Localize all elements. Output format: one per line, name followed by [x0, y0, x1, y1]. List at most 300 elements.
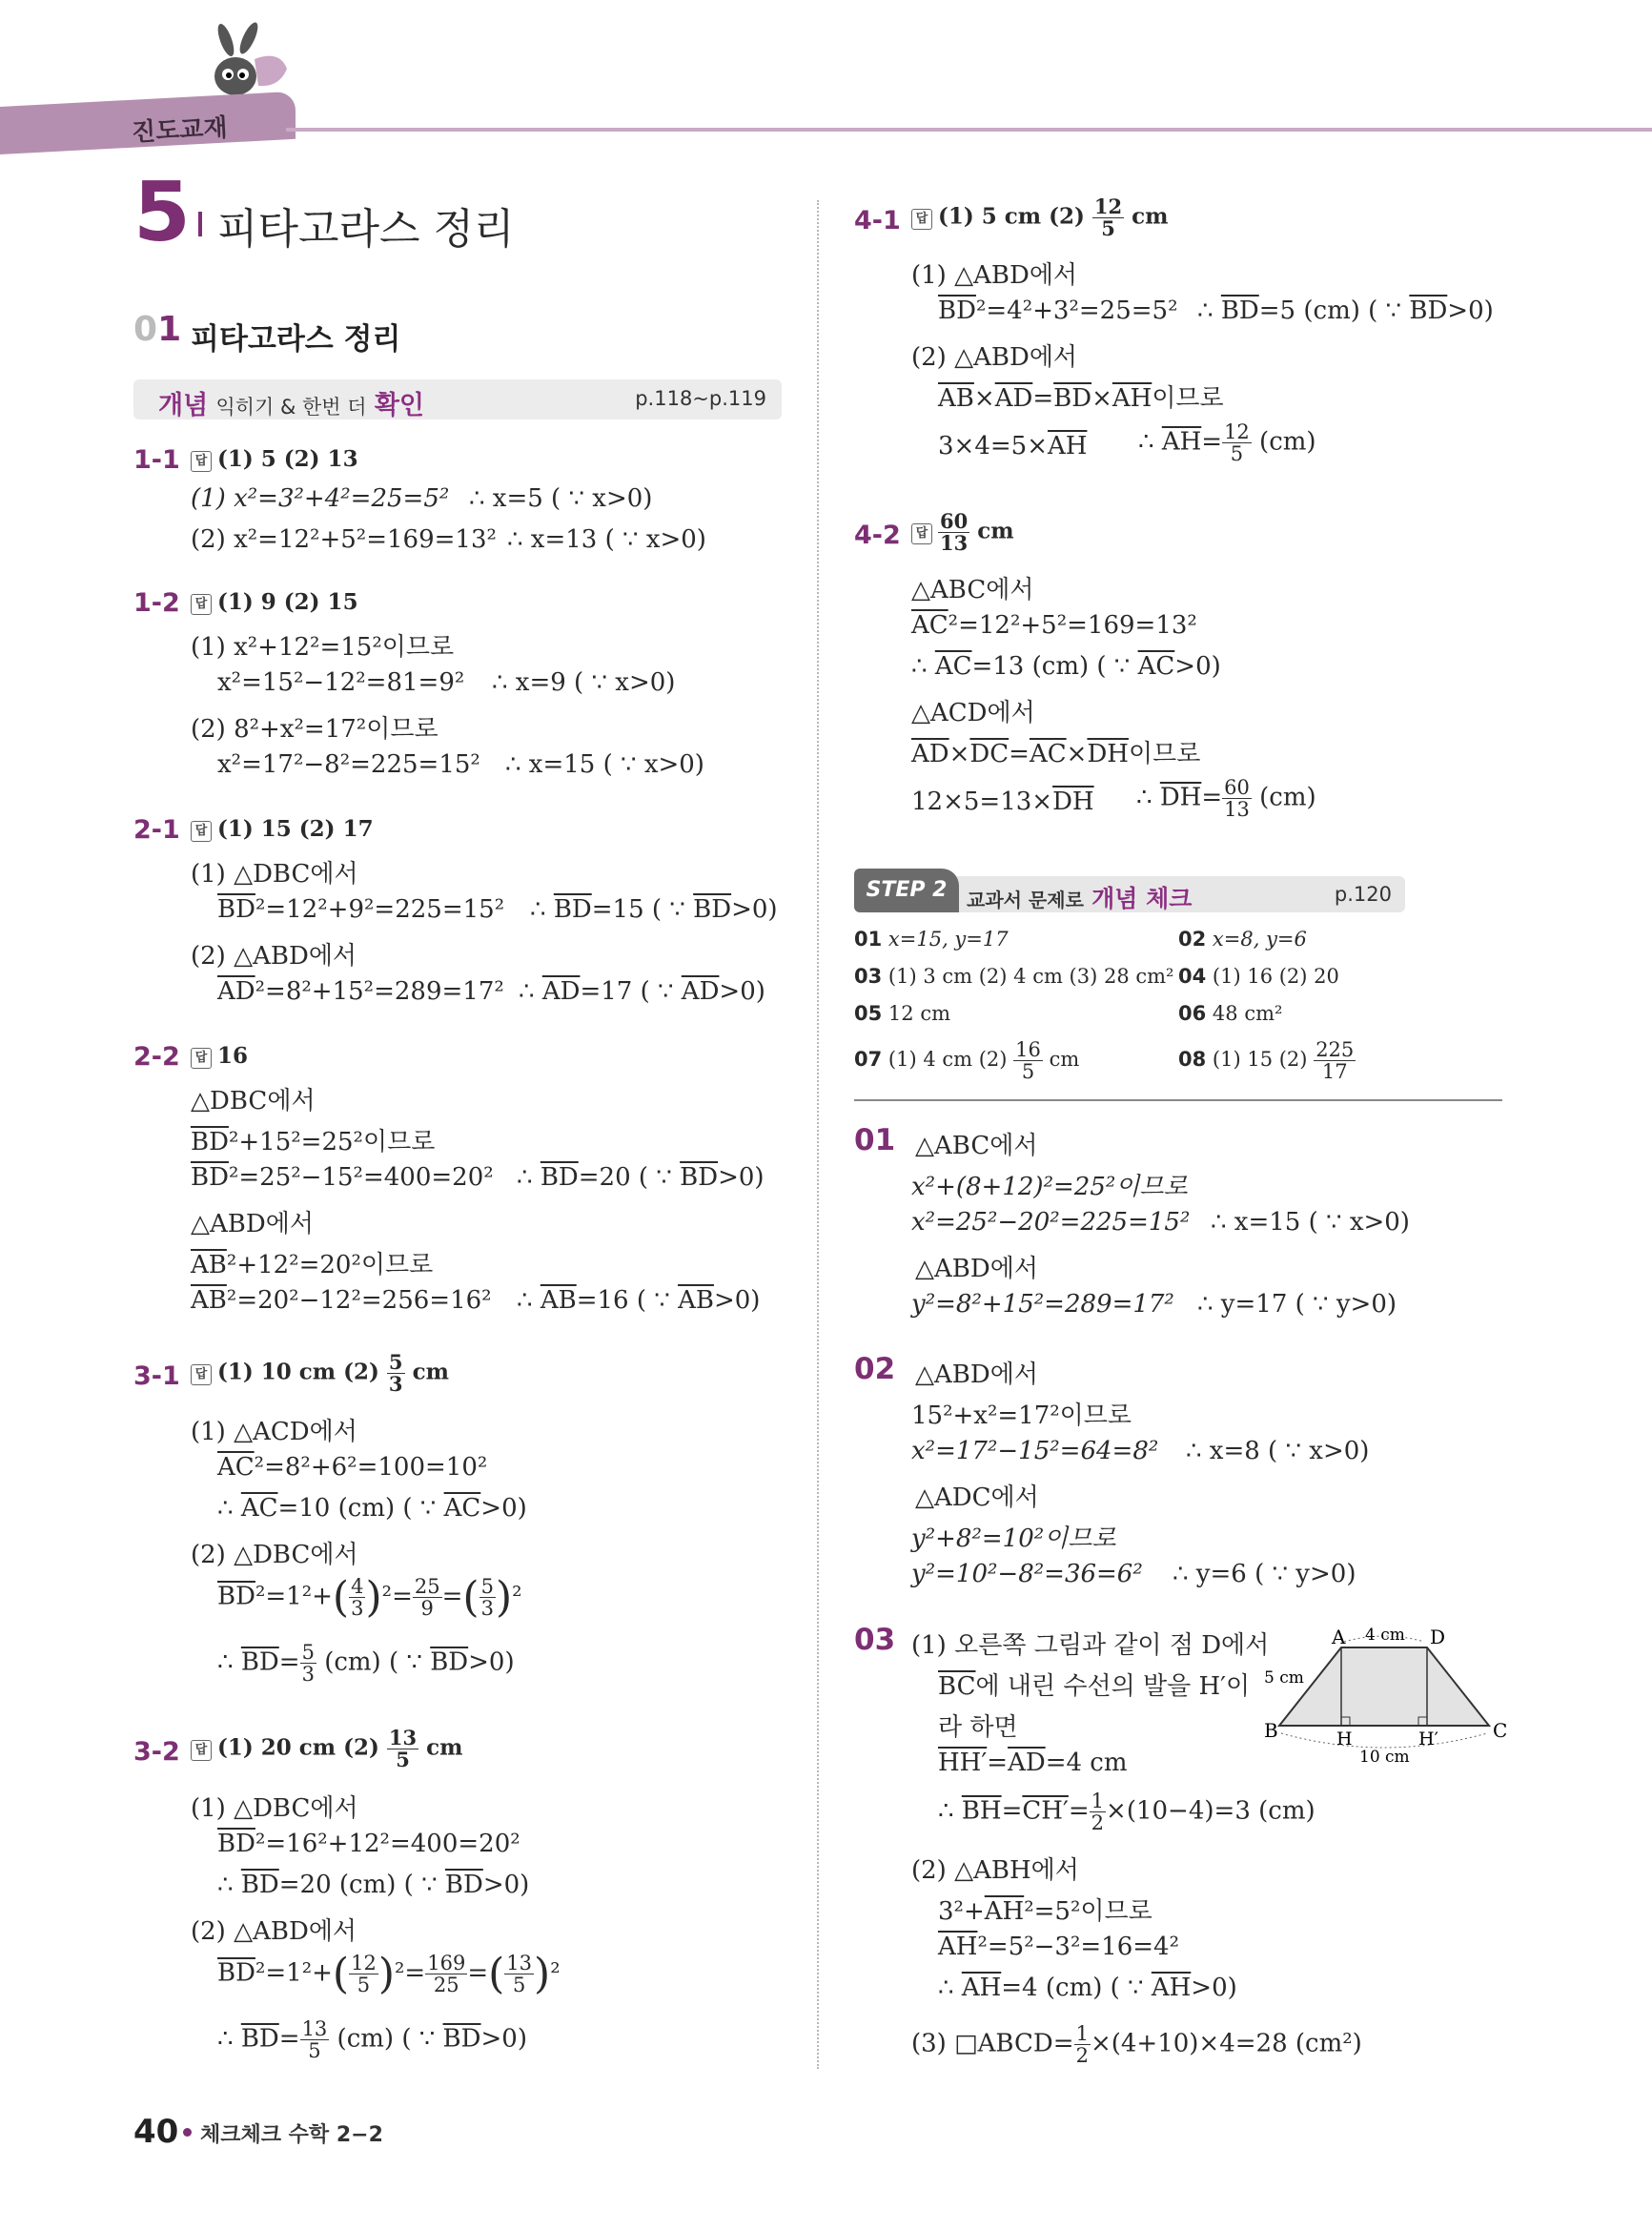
- expr: ²: [550, 1958, 561, 1988]
- expr: >0): [480, 1494, 527, 1523]
- section-number-zero: 0: [133, 310, 158, 349]
- segment: $\overline{BD}$: [191, 1128, 229, 1156]
- solution-line: [911, 788, 1094, 816]
- fraction: [1314, 1039, 1356, 1082]
- answer-text: 16: [217, 1043, 249, 1069]
- segment: $\overline{AD}$: [681, 977, 720, 1006]
- quick-answer-text: (1) 16 (2) 20: [1212, 965, 1339, 988]
- solution-line-conclusion: ∴ x=15 ( ∵ x>0): [505, 750, 704, 779]
- fraction: [1013, 1039, 1043, 1082]
- numerator: 60: [1224, 776, 1250, 799]
- solution-line: (2) x²=12²+5²=169=13²: [191, 525, 497, 554]
- numerator: 25: [414, 1574, 440, 1598]
- expr: ∴: [938, 1974, 962, 2002]
- solution-line-conclusion: [1197, 297, 1494, 325]
- solution-line: x²+(8+12)²=25²이므로: [911, 1173, 1188, 1201]
- numerator: 1: [1075, 2022, 1089, 2045]
- concept-bar-t3: 확인: [374, 391, 424, 420]
- fraction: [387, 1352, 405, 1395]
- solution-line: x²=25²−20²=225=15²: [911, 1208, 1191, 1237]
- solution-line: [938, 378, 1224, 414]
- answer: [191, 1728, 463, 1770]
- answer-icon: 답: [191, 1364, 212, 1385]
- segment: $\overline{DC}$: [969, 740, 1010, 768]
- expr: >0): [1174, 652, 1221, 681]
- numerator: 4: [351, 1574, 364, 1598]
- numerator: 5: [480, 1574, 494, 1598]
- fraction: [413, 1576, 442, 1619]
- expr: ×: [1066, 740, 1088, 768]
- numerator: 13: [506, 1951, 533, 1974]
- numerator: 12: [1224, 420, 1250, 443]
- quick-answer-04: [1178, 965, 1339, 988]
- numerator: 1: [1091, 1790, 1105, 1812]
- answer-icon: 답: [191, 451, 212, 472]
- chapter-divider: [198, 212, 202, 236]
- segment: $\overline{BD}$: [240, 1647, 279, 1677]
- solution-line: (2) △ABD에서: [191, 1917, 357, 1946]
- solution-line: x²=17²−15²=64=8²: [911, 1437, 1159, 1465]
- solution-line: y²+8²=10²이므로: [911, 1524, 1116, 1553]
- segment: $\overline{AD}$: [1008, 1749, 1046, 1777]
- fraction: [1074, 2023, 1091, 2066]
- segment: $\overline{AB}$: [938, 384, 974, 413]
- label-d: D: [1430, 1626, 1446, 1648]
- solution-line: [191, 1163, 494, 1192]
- header-label: 진도교재: [131, 113, 229, 148]
- solution-line: y²=10²−8²=36=6²: [911, 1560, 1143, 1588]
- segment: $\overline{AC}$: [443, 1494, 481, 1523]
- expr: ²=12²+9²=225=15²: [255, 895, 505, 924]
- bottom-dimension-arc: [1281, 1733, 1487, 1748]
- expr: =4 (cm) ( ∵: [1001, 1974, 1152, 2002]
- solution-line: (2) △ABD에서: [191, 942, 357, 971]
- step2-tag: STEP 2: [854, 869, 959, 912]
- segment: $\overline{BD}$: [540, 1163, 579, 1192]
- quick-answer-number: 03: [854, 965, 883, 988]
- expr: ×: [1091, 384, 1112, 413]
- fraction: [300, 2018, 330, 2061]
- label-h: H: [1336, 1729, 1353, 1749]
- expr: 12×5=13×: [911, 788, 1053, 816]
- trapezoid-figure: [1264, 1621, 1508, 1773]
- page-number: 40: [133, 2113, 179, 2151]
- solution-line: [217, 1642, 515, 1685]
- solution-line: [938, 1892, 1152, 1927]
- segment: $\overline{AD}$: [994, 384, 1033, 413]
- expr: >0): [468, 1647, 515, 1677]
- expr: ∴: [530, 895, 554, 924]
- segment: CH′: [1022, 1796, 1069, 1826]
- solution-line: (2) △DBC에서: [191, 1541, 358, 1569]
- expr: =: [1201, 427, 1223, 457]
- solution-line-conclusion: ∴ y=6 ( ∵ y>0): [1173, 1560, 1356, 1588]
- expr: ²=16²+12²=400=20²: [255, 1830, 520, 1858]
- quick-answer-text: (1) 15 (2): [1212, 1048, 1308, 1072]
- segment: $\overline{BD}$: [217, 895, 255, 924]
- problem-number: 1-1: [133, 445, 180, 475]
- expr: 3²+: [938, 1897, 985, 1926]
- answer: [191, 816, 374, 842]
- denominator: 5: [308, 2039, 321, 2063]
- expr: ²+12²=20²이므로: [226, 1251, 434, 1279]
- solution-line-conclusion: [530, 895, 778, 924]
- solution-line-conclusion: ∴ y=17 ( ∵ y>0): [1197, 1290, 1397, 1319]
- solution-line-conclusion: ∴ x=9 ( ∵ x>0): [492, 668, 676, 697]
- solution-line: [217, 895, 504, 924]
- concept-bar-pages: p.118~p.119: [635, 387, 766, 410]
- quick-answer-06: [1178, 1002, 1282, 1025]
- concept-bar: [133, 379, 782, 419]
- book-title: 체크체크 수학 2−2: [200, 2123, 383, 2147]
- problem-number: 02: [854, 1352, 896, 1386]
- expr: ²+15²=25²이므로: [228, 1128, 436, 1156]
- expr: =10 (cm) ( ∵: [277, 1494, 444, 1523]
- denominator: 2: [1075, 2044, 1089, 2068]
- problem-number: 01: [854, 1123, 896, 1157]
- fraction: [349, 1953, 378, 1995]
- segment: $\overline{AH}$: [1047, 432, 1088, 460]
- fraction: [387, 1728, 418, 1770]
- expr: >0): [713, 1286, 761, 1315]
- step2-page: p.120: [1334, 883, 1392, 906]
- solution-line: [911, 652, 1221, 681]
- segment: $\overline{BH}$: [961, 1796, 1002, 1826]
- expr: >0): [1191, 1974, 1237, 2002]
- expr: ∴: [938, 1796, 962, 1826]
- column-divider: [817, 200, 819, 2069]
- segment: $\overline{AB}$: [540, 1286, 577, 1315]
- numerator: 12: [351, 1951, 377, 1974]
- segment: $\overline{AC}$: [1137, 652, 1175, 681]
- label-bottom-length: 10 cm: [1359, 1748, 1410, 1767]
- expr: ²=12²+5²=169=13²: [948, 611, 1197, 640]
- solution-line: △ABD에서: [915, 1255, 1038, 1283]
- concept-bar-t1: 개념: [158, 391, 209, 420]
- expr: ∴: [1138, 427, 1162, 457]
- quick-answer-05: [854, 1002, 950, 1025]
- solution-line: [911, 734, 1200, 769]
- segment: $\overline{AC}$: [1029, 740, 1067, 768]
- expr: ×(10−4)=3 (cm): [1106, 1796, 1315, 1826]
- solution-line: 라 하면: [938, 1713, 1018, 1742]
- denominator: 25: [433, 1974, 459, 1996]
- expr: ²=1²+: [255, 1582, 333, 1611]
- fraction: [1222, 421, 1252, 464]
- expr: ∴: [517, 1286, 540, 1315]
- quick-answer-01: [854, 928, 1009, 951]
- solution-line: △ABC에서: [911, 576, 1034, 604]
- expr: =: [987, 1749, 1009, 1777]
- solution-line: [191, 1245, 433, 1280]
- label-h-prime: H′: [1418, 1729, 1438, 1749]
- answer-unit: cm: [426, 1734, 463, 1761]
- segment: $\overline{BD}$: [1053, 384, 1092, 413]
- expr: >0): [480, 2024, 527, 2054]
- segment: $\overline{BD}$: [444, 1871, 483, 1899]
- problem-number: 4-1: [854, 206, 901, 235]
- quick-answer-03: [854, 965, 1173, 988]
- segment: $\overline{AC}$: [911, 611, 948, 640]
- section-title: 피타고라스 정리: [191, 322, 401, 357]
- segment: $\overline{AH}$: [1161, 427, 1202, 457]
- denominator: 5: [1230, 442, 1244, 466]
- problem-number: 3-1: [133, 1361, 180, 1391]
- expr: >0): [482, 1871, 530, 1899]
- solution-line: [938, 297, 1178, 325]
- segment: $\overline{AD}$: [911, 740, 949, 768]
- trapezoid-shape: [1279, 1647, 1489, 1726]
- expr: >0): [718, 1163, 765, 1192]
- numerator: 225: [1315, 1038, 1355, 1061]
- solution-line: x²=17²−8²=225=15²: [217, 750, 480, 779]
- solution-line: x²=15²−12²=81=9²: [217, 668, 465, 697]
- solution-line-conclusion: [1136, 777, 1316, 820]
- segment: $\overline{BD}$: [430, 1647, 469, 1677]
- expr: =: [1068, 1796, 1090, 1826]
- solution-line: [938, 1749, 1128, 1777]
- expr: ²=8²+15²=289=17²: [255, 977, 504, 1006]
- label-top-length: 4 cm: [1365, 1626, 1405, 1645]
- answer-text: (1) 20 cm (2): [217, 1734, 379, 1761]
- solution-line: [217, 1830, 520, 1858]
- solution-line: [217, 1494, 527, 1523]
- solution-line: △ABD에서: [191, 1210, 314, 1238]
- fraction: [425, 1953, 467, 1995]
- segment: $\overline{BD}$: [191, 1163, 229, 1192]
- expr: =: [441, 1582, 463, 1611]
- segment: $\overline{AD}$: [541, 977, 581, 1006]
- expr: =13 (cm) ( ∵: [971, 652, 1138, 681]
- solution-line: y²=8²+15²=289=17²: [911, 1290, 1174, 1319]
- solution-line: (1) △ABD에서: [911, 261, 1078, 290]
- expr: ∴: [911, 652, 935, 681]
- solution-line: $\overline{BD}^2=1^2+$( $\frac{12}{5}$ )²= $\frac{169}{25}$ =( $\frac{13}{5}$ )²: [217, 1950, 561, 1998]
- solution-line: [217, 1871, 529, 1899]
- solution-line-conclusion: [519, 977, 765, 1006]
- numerator: 5: [301, 1641, 315, 1664]
- denominator: 17: [1321, 1060, 1348, 1084]
- expr: ∴: [519, 977, 542, 1006]
- denominator: 2: [1091, 1811, 1105, 1835]
- divider-line: [854, 1099, 1502, 1101]
- quick-answer-08: [1178, 1039, 1356, 1082]
- segment: $\overline{AH}$: [961, 1974, 1002, 2002]
- denominator: 3: [480, 1597, 494, 1620]
- segment: $\overline{AC}$: [217, 1453, 255, 1482]
- solution-line: [911, 2023, 1362, 2066]
- solution-line: (1) △DBC에서: [191, 1794, 358, 1823]
- solution-line: (1) x²+12²=15²이므로: [191, 633, 455, 662]
- solution-line: △DBC에서: [191, 1087, 316, 1115]
- expr: ²=: [381, 1582, 413, 1611]
- numerator: 13: [388, 1726, 418, 1749]
- quick-answer-number: 01: [854, 928, 883, 951]
- expr: =: [1001, 1796, 1023, 1826]
- expr: ×: [948, 740, 970, 768]
- problem-number: 2-2: [133, 1042, 180, 1072]
- label-side-length: 5 cm: [1264, 1668, 1304, 1688]
- fraction: [1092, 196, 1124, 239]
- segment: $\overline{BD}$: [1220, 297, 1259, 325]
- expr: ∴: [217, 2024, 241, 2054]
- quick-answer-text: 12 cm: [887, 1002, 950, 1025]
- segment: $\overline{BD}$: [240, 2024, 279, 2054]
- segment: $\overline{AB}$: [678, 1286, 714, 1315]
- answer-unit: cm: [977, 518, 1014, 544]
- numerator: 12: [1093, 194, 1123, 218]
- section-number: [133, 310, 181, 349]
- solution-line: △ABD에서: [915, 1361, 1038, 1389]
- expr: =: [1009, 740, 1030, 768]
- expr: 에 내린 수선의 발을 H′이: [975, 1672, 1251, 1701]
- denominator: 5: [1101, 216, 1115, 241]
- segment: $\overline{AB}$: [191, 1286, 227, 1315]
- expr: ∴: [1136, 783, 1160, 812]
- solution-line: [938, 1933, 1179, 1961]
- solution-line: [217, 977, 504, 1006]
- segment: $\overline{BD}$: [217, 1582, 255, 1611]
- expr: ∴: [1197, 297, 1221, 325]
- problem-number: 2-1: [133, 815, 180, 845]
- quick-answer-number: 04: [1178, 965, 1207, 988]
- expr: (cm): [1251, 783, 1316, 812]
- quick-answer-number: 07: [854, 1048, 883, 1072]
- answer: [191, 1043, 248, 1069]
- quick-answer-text: 48 cm²: [1212, 1002, 1283, 1025]
- fraction: [479, 1576, 496, 1619]
- step2-t1: 교과서 문제로: [967, 889, 1084, 911]
- segment: $\overline{AH}$: [1151, 1974, 1192, 2002]
- section-number-one: 1: [157, 310, 182, 349]
- expr: =: [278, 2024, 300, 2054]
- answer: [191, 446, 358, 472]
- fraction: [349, 1576, 365, 1619]
- expr: ²=8²+6²=100=10²: [254, 1453, 488, 1482]
- expr: >0): [1447, 297, 1494, 325]
- fraction: [1222, 777, 1252, 820]
- expr: 이므로: [1128, 740, 1201, 768]
- denominator: 3: [301, 1663, 315, 1687]
- solution-line: (2) △ABH에서: [911, 1856, 1079, 1885]
- quick-answer-unit: cm: [1049, 1048, 1080, 1072]
- segment: $\overline{AB}$: [191, 1251, 227, 1279]
- problem-number: 4-2: [854, 521, 901, 550]
- denominator: 5: [357, 1974, 371, 1996]
- segment: $\overline{AD}$: [217, 977, 255, 1006]
- answer-text: (1) 5 cm (2): [938, 203, 1085, 230]
- segment: $\overline{BD}$: [217, 1830, 255, 1858]
- expr: ²=4²+3²=25=5²: [975, 297, 1178, 325]
- expr: >0): [731, 895, 778, 924]
- expr: ∴: [217, 1871, 241, 1899]
- quick-answer-text: x=8, y=6: [1212, 928, 1307, 951]
- expr: =17 ( ∵: [580, 977, 682, 1006]
- solution-line-conclusion: ∴ x=13 ( ∵ x>0): [507, 525, 706, 554]
- answer: [191, 589, 358, 615]
- fraction: [938, 511, 969, 554]
- solution-line: (1) △DBC에서: [191, 860, 358, 889]
- quick-answer-text: (1) 3 cm (2) 4 cm (3) 28 cm²: [887, 965, 1174, 988]
- expr: =4 cm: [1045, 1749, 1128, 1777]
- solution-line: [938, 1790, 1315, 1833]
- quick-answer-number: 06: [1178, 1002, 1207, 1025]
- expr: ∴: [517, 1163, 540, 1192]
- segment: $\overline{BD}$: [1409, 297, 1448, 325]
- segment: $\overline{BD}$: [217, 1958, 255, 1988]
- solution-line: (1) △ACD에서: [191, 1418, 357, 1446]
- solution-line: 15²+x²=17²이므로: [911, 1401, 1132, 1430]
- expr: =: [1032, 384, 1054, 413]
- solution-line: $\overline{BD}^2=1^2+$( $\frac{4}{3}$ )²= $\frac{25}{9}$ =( $\frac{5}{3}$ )²: [217, 1573, 522, 1622]
- expr: ²=5²이므로: [1024, 1897, 1152, 1926]
- quick-answer-07: [854, 1039, 1079, 1082]
- solution-line: (1) 오른쪽 그림과 같이 점 D에서: [911, 1631, 1270, 1660]
- numerator: 16: [1015, 1038, 1041, 1061]
- fraction: [300, 1642, 316, 1685]
- header-line: [286, 128, 1652, 132]
- expr: (3) □ABCD=: [911, 2029, 1074, 2058]
- answer-text: (1) 9 (2) 15: [217, 589, 358, 615]
- problem-number: 3-2: [133, 1737, 180, 1767]
- expr: 이므로: [1152, 384, 1224, 413]
- expr: =: [1201, 783, 1223, 812]
- quick-answer-number: 08: [1178, 1048, 1207, 1072]
- label-c: C: [1493, 1719, 1508, 1742]
- expr: 3×4=5×: [938, 432, 1048, 460]
- solution-line-conclusion: ∴ x=5 ( ∵ x>0): [469, 484, 653, 513]
- segment: $\overline{BD}$: [938, 297, 976, 325]
- solution-line-conclusion: ∴ x=8 ( ∵ x>0): [1186, 1437, 1370, 1465]
- segment: $\overline{DH}$: [1052, 788, 1094, 816]
- fraction: [1090, 1790, 1106, 1833]
- segment: $\overline{BD}$: [240, 1871, 279, 1899]
- expr: >0): [719, 977, 765, 1006]
- segment: $\overline{AC}$: [934, 652, 972, 681]
- segment: $\overline{BD}$: [693, 895, 732, 924]
- expr: ²=1²+: [255, 1958, 333, 1988]
- expr: ∴: [217, 1647, 241, 1677]
- fraction: [504, 1953, 534, 1995]
- quick-answer-number: 05: [854, 1002, 883, 1025]
- solution-line: (2) △ABD에서: [911, 343, 1078, 372]
- expr: ²=25²−15²=400=20²: [228, 1163, 494, 1192]
- expr: ×(4+10)×4=28 (cm²): [1090, 2029, 1362, 2058]
- footer-dot-icon: [183, 2128, 192, 2137]
- expr: (cm) ( ∵: [316, 1647, 431, 1677]
- problem-number: 1-2: [133, 588, 180, 618]
- solution-line: (1) x²=3²+4²=25=5²: [191, 484, 450, 513]
- segment: $\overline{AH}$: [938, 1933, 978, 1961]
- solution-line: [217, 1453, 487, 1482]
- answer-icon: 답: [191, 594, 212, 615]
- segment: $\overline{DH}$: [1159, 783, 1202, 812]
- expr: ²: [512, 1582, 522, 1611]
- concept-bar-title: [158, 384, 424, 421]
- solution-line-conclusion: [517, 1286, 760, 1315]
- segment: $\overline{BD}$: [553, 895, 592, 924]
- chapter-title: 피타고라스 정리: [217, 205, 515, 254]
- answer-icon: 답: [191, 1048, 212, 1069]
- solution-line: [191, 1122, 435, 1157]
- solution-line-conclusion: ∴ x=15 ( ∵ x>0): [1211, 1208, 1410, 1237]
- solution-line: [217, 2018, 527, 2061]
- expr: ²=: [395, 1958, 426, 1988]
- solution-line: [191, 1286, 492, 1315]
- answer-unit: cm: [412, 1359, 449, 1385]
- step2-bar: [854, 869, 1502, 914]
- expr: ∴: [217, 1494, 241, 1523]
